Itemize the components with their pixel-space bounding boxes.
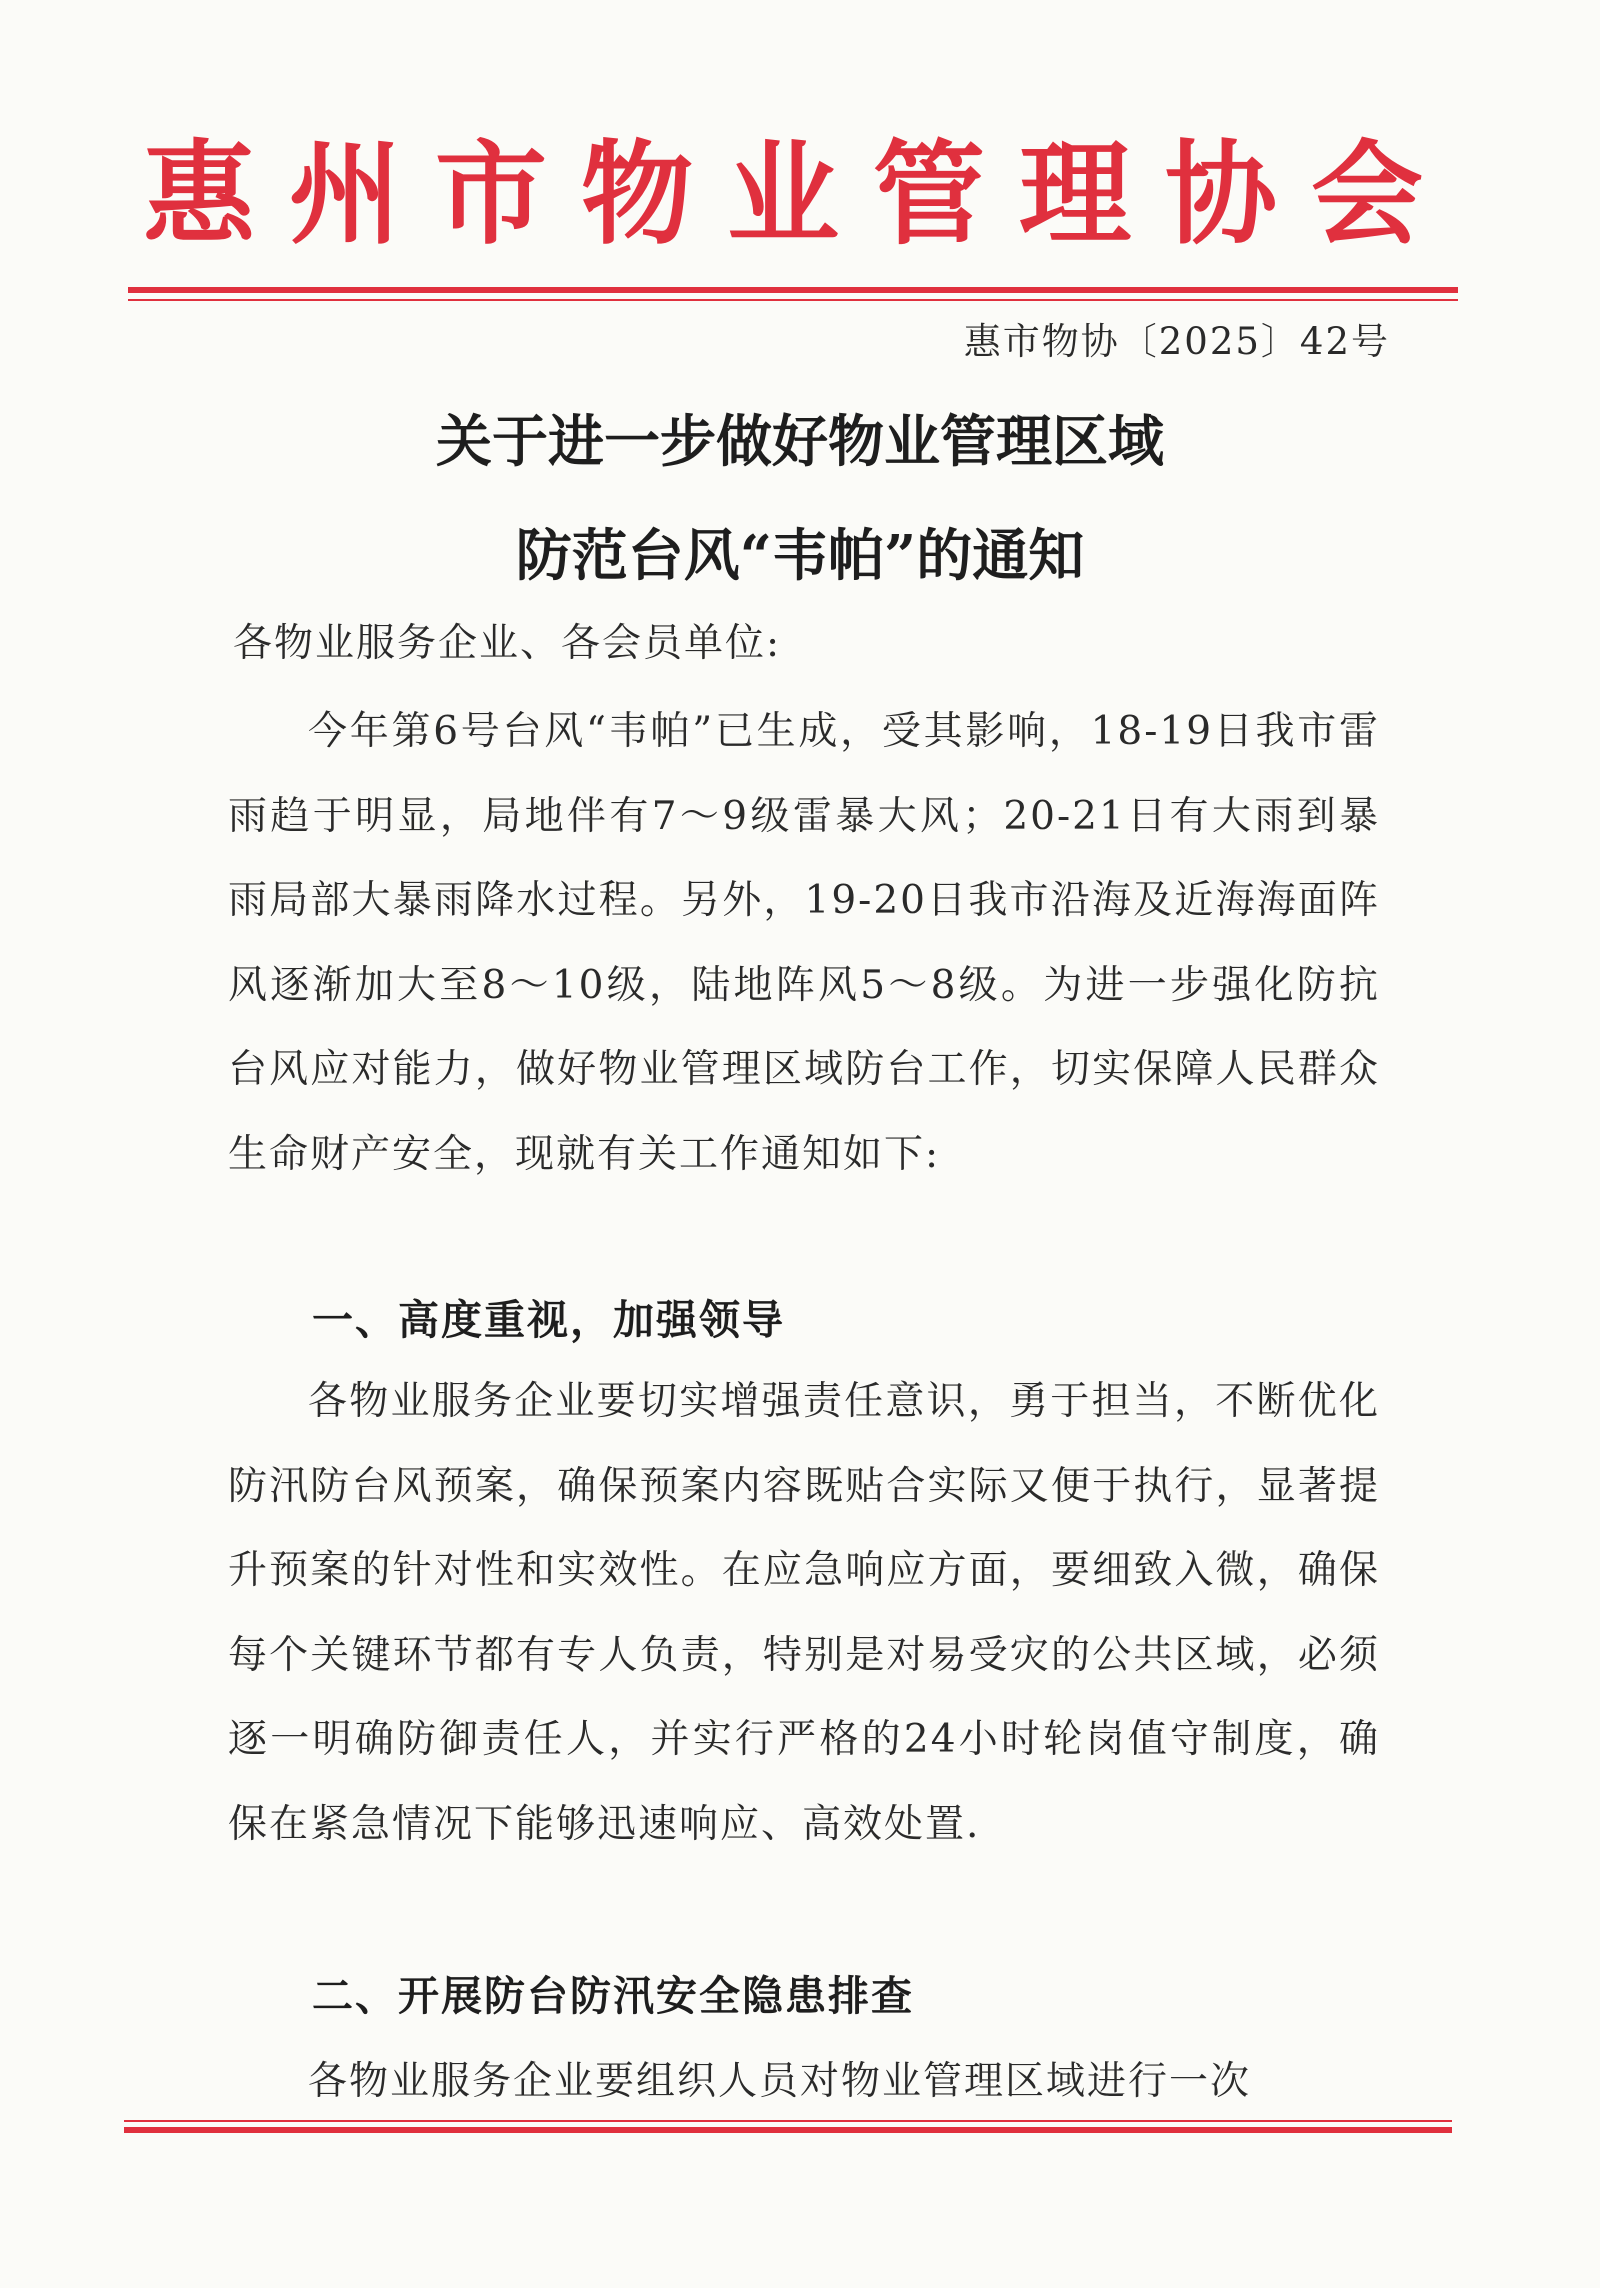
intro-paragraph: 今年第6号台风“韦帕”已生成，受其影响，18-19日我市雷雨趋于明显，局地伴有7～9级雷暴大风；20-21日有大雨到暴雨局部大暴雨降水过程。另外，19-20日我市沿海及近海海面阵风逐渐加大至8～10级，陆地阵风5～8级。为进一步强化防抗台风应对能力，做好物业管理区域防台工作，切实保障人民群众生命财产安全，现就有关工作通知如下: [228,709,1380,1177]
masthead-red-rule-thin [128,299,1458,301]
section-2-paragraph: 各物业服务企业要组织人员对物业管理区域进行一次 [308,2059,1252,2104]
masthead-red-rule-thick [128,287,1458,293]
notice-title-line-1: 关于进一步做好物业管理区域 [436,409,1164,475]
notice-title-line-2: 防范台风“韦帕”的通知 [515,523,1085,589]
section-1-heading: 一、高度重视，加强领导 [312,1296,785,1344]
document-number: 惠市物协〔2025〕42号 [963,320,1390,363]
section-1-paragraph: 各物业服务企业要切实增强责任意识，勇于担当，不断优化防汛防台风预案，确保预案内容既贴合实际又便于执行，显著提升预案的针对性和实效性。在应急响应方面，要细致入微，确保每个关键环节都有专人负责，特别是对易受灾的公共区域，必须逐一明确防御责任人，并实行严格的24小时轮岗值守制度，确保在紧急情况下能够迅速响应、高效处置. [228,1379,1380,1847]
footer-red-rule-thick [124,2127,1452,2133]
section-2-heading: 二、开展防台防汛安全隐患排查 [312,1972,914,2020]
masthead-title: 惠州市物业管理协会 [143,130,1457,260]
salutation: 各物业服务企业、各会员单位: [233,621,782,666]
footer-red-rule-thin [124,2120,1452,2122]
